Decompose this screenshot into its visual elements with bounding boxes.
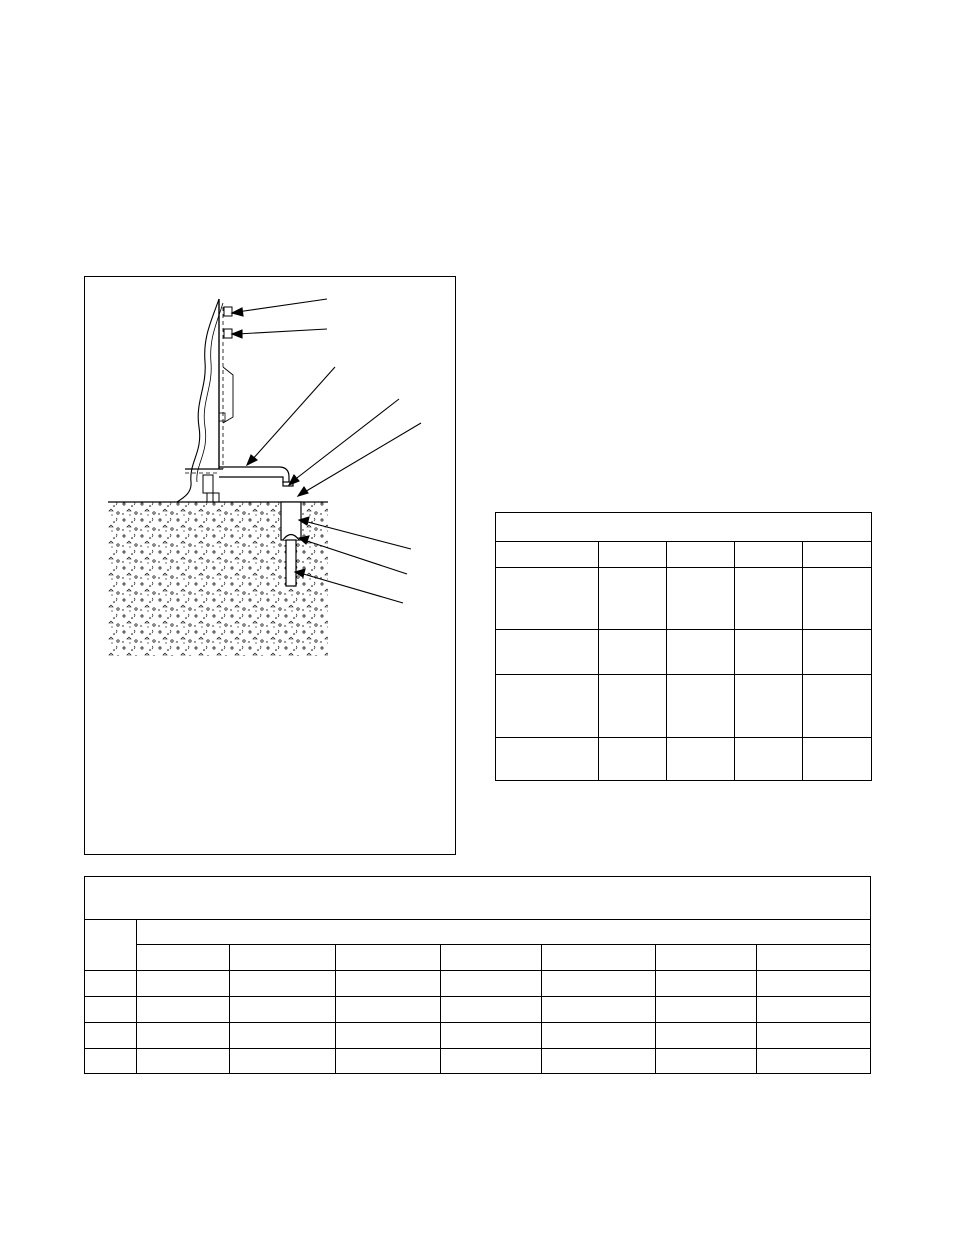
spec-table-b [84,876,871,1074]
table-a-header-cell [803,542,872,568]
table-b-header-cell [336,945,441,971]
table-cell [757,1049,871,1074]
table-cell [735,675,803,738]
table-cell [599,630,667,675]
table-b-header-cell [656,945,757,971]
table-cell [137,1049,230,1074]
table-cell [496,568,599,630]
table-cell [656,971,757,997]
top-fitting-lower [224,329,232,338]
table-cell [496,675,599,738]
table-row [496,630,872,675]
table-cell [230,1023,336,1049]
table-cell [667,738,735,781]
top-fitting-upper [224,307,232,316]
table-cell [656,1023,757,1049]
table-cell [667,568,735,630]
table-a-header-cell [667,542,735,568]
table-cell [667,630,735,675]
table-cell [667,675,735,738]
table-row [85,1023,871,1049]
table-a-header-cell [735,542,803,568]
table-row [496,675,872,738]
table-cell [735,630,803,675]
table-cell [803,675,872,738]
table-cell [336,1049,441,1074]
table-cell [85,1023,137,1049]
table-cell [336,971,441,997]
table-cell [757,971,871,997]
table-cell [230,971,336,997]
table-row [85,1049,871,1074]
table-cell [542,1023,656,1049]
table-cell [656,997,757,1023]
spec-table-a [495,512,872,781]
table-row [85,997,871,1023]
table-b-header-cell [542,945,656,971]
table-b-header-cell [441,945,542,971]
table-b-caption [85,877,871,920]
table-cell [542,1049,656,1074]
table-cell [496,630,599,675]
table-cell [803,738,872,781]
table-b-header-cell [757,945,871,971]
table-b-row-header [85,920,137,971]
table-cell [803,630,872,675]
table-b-header-row [85,945,871,971]
installation-figure [84,276,456,855]
table-cell [441,1049,542,1074]
table-cell [599,738,667,781]
installation-diagram [85,277,457,856]
table-b-header-cell [137,945,230,971]
table-a-header-row [496,542,872,568]
table-cell [137,1023,230,1049]
table-a-caption [496,513,872,542]
table-cell [441,971,542,997]
table-cell [735,568,803,630]
table-b-header-cell [230,945,336,971]
table-cell [336,997,441,1023]
table-cell [85,1049,137,1074]
table-cell [599,568,667,630]
table-cell [599,675,667,738]
table-cell [496,738,599,781]
table-row [496,568,872,630]
table-cell [803,568,872,630]
table-cell [441,1023,542,1049]
table-cell [441,997,542,1023]
table-row [85,971,871,997]
table-cell [230,997,336,1023]
drain-pipe [219,467,293,486]
table-cell [757,1023,871,1049]
table-cell [137,971,230,997]
table-b-group-header [137,920,871,945]
table-a-header-cell [496,542,599,568]
table-cell [542,997,656,1023]
table-cell [542,971,656,997]
table-cell [735,738,803,781]
unit-base [203,475,219,502]
table-cell [336,1023,441,1049]
table-a-header-cell [599,542,667,568]
table-cell [656,1049,757,1074]
table-cell [137,997,230,1023]
table-cell [757,997,871,1023]
table-cell [230,1049,336,1074]
table-cell [85,997,137,1023]
table-cell [85,971,137,997]
table-row [496,738,872,781]
